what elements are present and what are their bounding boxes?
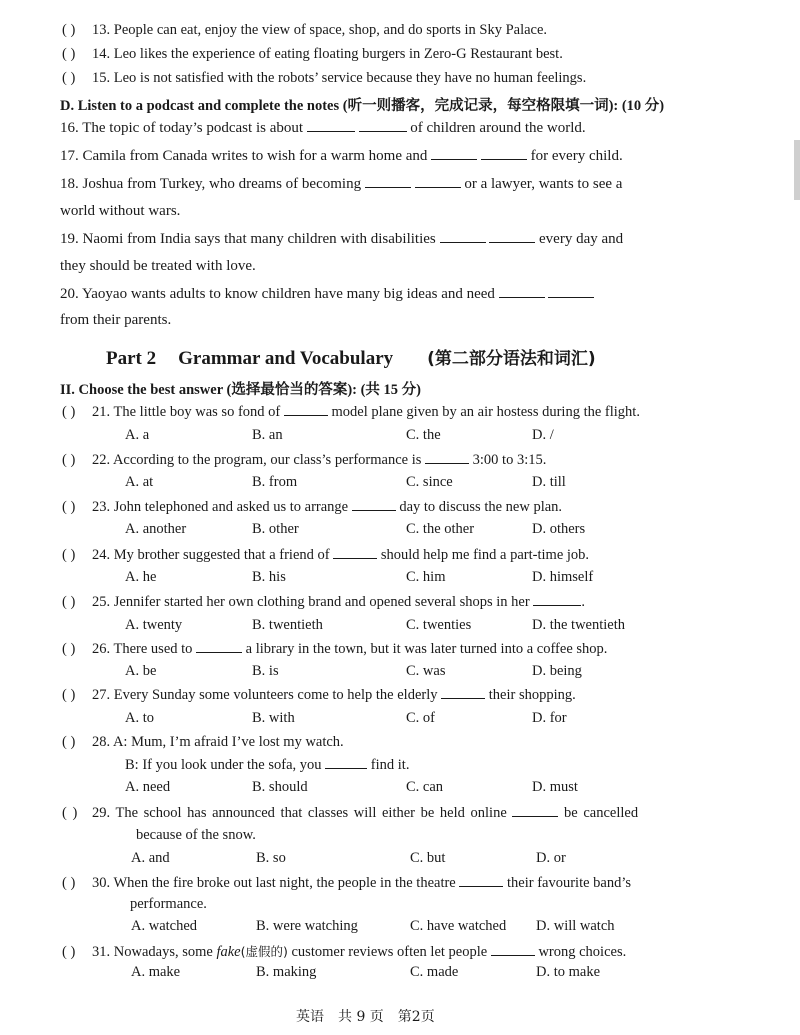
fill-blank[interactable] (365, 175, 411, 188)
option-a[interactable]: A. and (131, 850, 170, 866)
option-d[interactable]: D. must (532, 779, 578, 795)
question-24: ( ) 24. My brother suggested that a friend of should help me find a part-time job. (62, 547, 590, 563)
option-a[interactable]: A. watched (131, 918, 198, 934)
option-d[interactable]: D. till (532, 474, 566, 490)
answer-paren[interactable]: ( ) (62, 452, 76, 468)
option-a[interactable]: A. at (125, 474, 154, 490)
answer-paren[interactable]: ( ) (62, 499, 76, 515)
question-13: ( ) 13. People can eat, enjoy the view of space, shop, and do sports in Sky Palace. (62, 22, 548, 38)
answer-paren[interactable]: ( ) (62, 944, 76, 960)
part-2-heading: Part 2 Grammar and Vocabulary (第二部分语法和词汇) (106, 348, 596, 369)
answer-paren[interactable]: ( ) (62, 687, 76, 703)
answer-paren[interactable]: ( ) (62, 805, 78, 821)
option-a[interactable]: A. he (125, 569, 157, 585)
question-19: 19. Naomi from India says that many children with disabilities every day and (60, 231, 624, 247)
option-c[interactable]: C. him (406, 569, 446, 585)
option-a[interactable]: A. need (125, 779, 171, 795)
question-20: 20. Yaoyao wants adults to know children have many big ideas and need (60, 285, 594, 303)
question-20-cont: from their parents. (60, 312, 172, 328)
option-b[interactable]: B. is (252, 663, 279, 679)
answer-paren[interactable]: ( ) (62, 22, 76, 38)
fill-blank[interactable] (489, 230, 535, 243)
fill-blank[interactable] (440, 230, 486, 243)
section-ii-heading: II. Choose the best answer (选择最恰当的答案): (共 15 分) (60, 382, 422, 398)
fill-blank (352, 498, 396, 511)
answer-paren[interactable]: ( ) (62, 547, 76, 563)
question-18: 18. Joshua from Turkey, who dreams of becoming or a lawyer, wants to see a (60, 176, 623, 192)
fill-blank (512, 804, 558, 817)
question-16: 16. The topic of today’s podcast is about of children around the world. (60, 120, 586, 136)
question-31: ( ) 31. Nowadays, some fake(虚假的) customer reviews often let people wrong choices. (62, 944, 627, 960)
option-b[interactable]: B. with (252, 710, 295, 726)
question-28: ( ) 28. A: Mum, I’m afraid I’ve lost my watch. (62, 734, 344, 750)
question-25: ( ) 25. Jennifer started her own clothing brand and opened several shops in her . (62, 594, 585, 610)
answer-paren[interactable]: ( ) (62, 875, 76, 891)
question-30: ( ) 30. When the fire broke out last night, the people in the theatre their favourite band’s (62, 875, 632, 891)
option-a[interactable]: A. another (125, 521, 187, 537)
fill-blank[interactable] (481, 147, 527, 160)
question-21: ( ) 21. The little boy was so fond of model plane given by an air hostess during the flight. (62, 404, 640, 420)
option-b[interactable]: B. his (252, 569, 286, 585)
fill-blank[interactable] (359, 119, 407, 132)
fill-blank (533, 593, 581, 606)
option-c[interactable]: C. of (406, 710, 435, 726)
option-a[interactable]: A. twenty (125, 617, 183, 633)
question-22: ( ) 22. According to the program, our class’s performance is 3:00 to 3:15. (62, 452, 547, 468)
answer-paren[interactable]: ( ) (62, 46, 76, 62)
option-c[interactable]: C. was (406, 663, 446, 679)
option-b[interactable]: B. an (252, 427, 283, 443)
question-14: ( ) 14. Leo likes the experience of eating floating burgers in Zero-G Restaurant best. (62, 46, 563, 62)
fill-blank (325, 756, 367, 769)
fill-blank[interactable] (431, 147, 477, 160)
question-29-cont: because of the snow. (136, 827, 256, 843)
answer-paren[interactable]: ( ) (62, 594, 76, 610)
option-c[interactable]: C. twenties (406, 617, 472, 633)
question-23: ( ) 23. John telephoned and asked us to arrange day to discuss the new plan. (62, 499, 563, 515)
fill-blank[interactable] (415, 175, 461, 188)
option-d[interactable]: D. being (532, 663, 582, 679)
option-c[interactable]: C. since (406, 474, 453, 490)
option-a[interactable]: A. make (131, 964, 181, 980)
fill-blank[interactable] (548, 285, 594, 298)
question-30-cont: performance. (130, 896, 207, 912)
option-d[interactable]: D. for (532, 710, 567, 726)
option-b[interactable]: B. twentieth (252, 617, 323, 633)
fill-blank (441, 686, 485, 699)
option-d[interactable]: D. will watch (536, 918, 615, 934)
fill-blank (333, 546, 377, 559)
answer-paren[interactable]: ( ) (62, 641, 76, 657)
fill-blank (196, 640, 242, 653)
option-a[interactable]: A. a (125, 427, 150, 443)
option-c[interactable]: C. the (406, 427, 441, 443)
option-b[interactable]: B. making (256, 964, 317, 980)
page-edge-shadow (794, 140, 800, 200)
option-d[interactable]: D. or (536, 850, 566, 866)
option-a[interactable]: A. to (125, 710, 154, 726)
option-c[interactable]: C. made (410, 964, 459, 980)
fill-blank[interactable] (307, 119, 355, 132)
option-a[interactable]: A. be (125, 663, 157, 679)
option-d[interactable]: D. the twentieth (532, 617, 626, 633)
option-d[interactable]: D. others (532, 521, 586, 537)
option-c[interactable]: C. but (410, 850, 446, 866)
option-c[interactable]: C. can (406, 779, 444, 795)
question-17: 17. Camila from Canada writes to wish for a warm home and for every child. (60, 148, 623, 164)
question-29: ( ) 29. The school has announced that classes will either be held online be cancelled (62, 805, 639, 821)
answer-paren[interactable]: ( ) (62, 404, 76, 420)
option-d[interactable]: D. himself (532, 569, 594, 585)
option-b[interactable]: B. were watching (256, 918, 358, 934)
option-c[interactable]: C. the other (406, 521, 475, 537)
option-b[interactable]: B. from (252, 474, 298, 490)
section-d-heading: D. Listen to a podcast and complete the notes (听一则播客，完成记录，每空格限填一词): (10 分) (60, 98, 665, 114)
option-b[interactable]: B. should (252, 779, 308, 795)
fill-blank (491, 943, 535, 956)
question-28-line-2: B: If you look under the sofa, you find it. (125, 757, 410, 773)
question-19-cont: they should be treated with love. (60, 258, 256, 274)
option-b[interactable]: B. so (256, 850, 286, 866)
fill-blank (425, 451, 469, 464)
option-c[interactable]: C. have watched (410, 918, 507, 934)
question-15: ( ) 15. Leo is not satisfied with the robots’ service because they have no human feelings. (62, 70, 587, 86)
answer-paren[interactable]: ( ) (62, 734, 76, 750)
fill-blank[interactable] (499, 285, 545, 298)
fill-blank (459, 874, 503, 887)
option-d[interactable]: D. to make (536, 964, 601, 980)
question-27: ( ) 27. Every Sunday some volunteers come to help the elderly their shopping. (62, 687, 576, 703)
fill-blank (284, 403, 328, 416)
question-18-cont: world without wars. (60, 203, 181, 219)
option-d[interactable]: D. / (532, 427, 554, 443)
page-footer: 英语 共 9 页 第2页 (296, 1009, 435, 1025)
question-26: ( ) 26. There used to a library in the town, but it was later turned into a coffee shop. (62, 641, 608, 657)
option-b[interactable]: B. other (252, 521, 299, 537)
answer-paren[interactable]: ( ) (62, 70, 76, 86)
